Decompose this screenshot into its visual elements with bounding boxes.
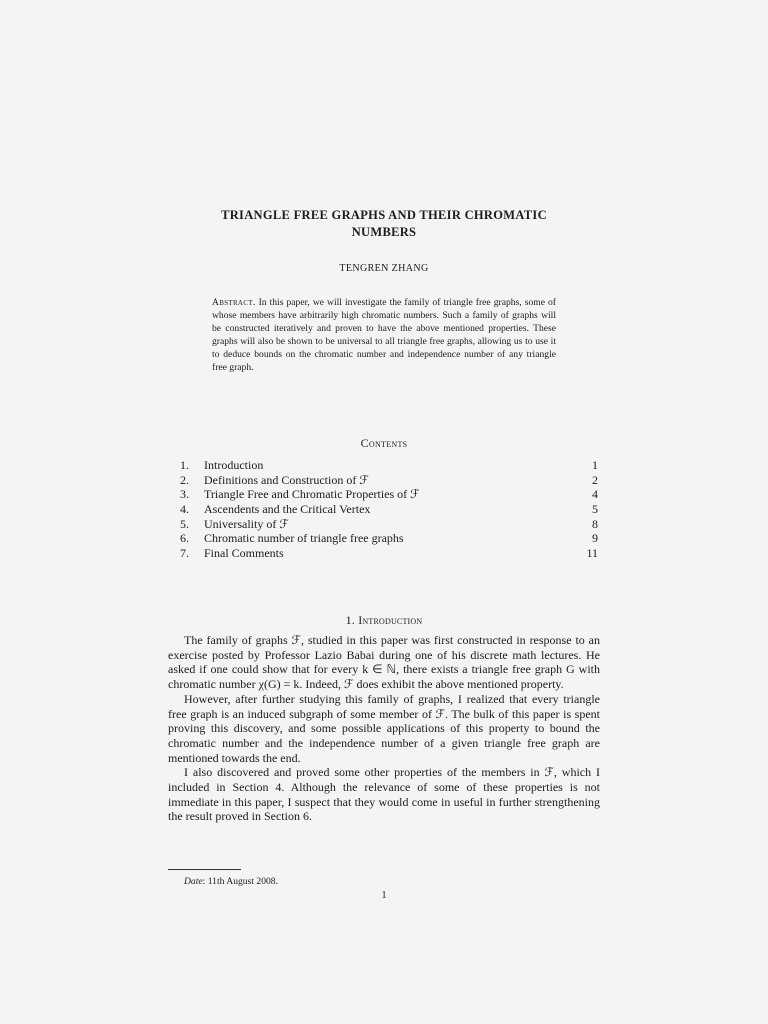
abstract-text: In this paper, we will investigate the family of triangle free graphs, some of whose members have arbitrarily high chromatic numbers. Such a family of graphs will be constructed iteratively and proven to have the above mentioned properties. These graphs will also be shown to be universal to all triangle free graphs, allowing us to use it to deduce bounds on the chromatic number and independence number of any triangle free graph.	[212, 297, 556, 374]
author-name: TENGREN ZHANG	[339, 263, 429, 274]
toc-row	[180, 517, 598, 532]
toc-page: 9	[592, 531, 598, 546]
toc-row	[180, 531, 598, 546]
toc-title: Definitions and Construction of ℱ	[204, 472, 369, 487]
toc-row	[180, 458, 598, 473]
toc-page: 4	[592, 487, 598, 502]
contents-heading: Contents	[360, 436, 408, 450]
introduction-heading: 1. Introduction	[345, 613, 423, 627]
toc-number: 4.	[180, 502, 189, 517]
footnote	[184, 876, 278, 887]
toc-number: 2.	[180, 472, 189, 487]
toc-title: Universality of ℱ	[204, 516, 289, 531]
toc-number: 3.	[180, 487, 189, 502]
toc-title: Final Comments	[204, 546, 284, 561]
toc-number: 7.	[180, 546, 189, 561]
paper-title	[160, 207, 608, 241]
footnote-rule	[168, 869, 241, 870]
toc-title: Ascendents and the Critical Vertex	[204, 502, 371, 517]
toc-row	[180, 502, 598, 517]
footnote-text: : 11th August 2008.	[202, 876, 278, 887]
toc-title: Introduction	[204, 458, 264, 472]
toc-number: 1.	[180, 458, 189, 472]
toc-row	[180, 546, 598, 561]
table-of-contents	[180, 458, 598, 561]
toc-number: 5.	[180, 516, 189, 531]
toc-page: 8	[592, 516, 598, 531]
page-number: 1	[381, 890, 387, 901]
toc-title: Chromatic number of triangle free graphs	[204, 531, 404, 546]
toc-row	[180, 487, 598, 502]
footnote-label: Date	[184, 876, 203, 887]
toc-page: 1	[592, 458, 598, 472]
toc-page: 11	[586, 546, 598, 561]
toc-title: Triangle Free and Chromatic Properties of ℱ	[204, 487, 420, 502]
toc-page: 5	[592, 502, 598, 517]
abstract-label: Abstract.	[212, 297, 256, 308]
title-line-2: NUMBERS	[351, 225, 417, 239]
paragraph: I also discovered and proved some other properties of the members in ℱ, which I included in Section 4. Although the relevance of some of these properties is not immediate in this paper, I suspect that they would come in useful in further strengthening the result proved in Section 6.	[168, 765, 600, 824]
toc-page: 2	[592, 472, 598, 487]
toc-number: 6.	[180, 531, 189, 546]
paragraph: The family of graphs ℱ, studied in this paper was first constructed in response to an exercise posted by Professor Lazio Babai during one of his discrete math lectures. He asked if one could show that for every k ∈ ℕ, there exists a triangle free graph G with chromatic number χ(G) = k. Indeed, ℱ does exhibit the above mentioned property.	[168, 633, 600, 692]
paragraph: However, after further studying this family of graphs, I realized that every triangle free graph is an induced subgraph of some member of ℱ. The bulk of this paper is spent proving this discovery, and some possible applications of this property to bound the chromatic number and the independence number of a given triangle free graph are mentioned towards the end.	[168, 691, 600, 765]
abstract	[212, 296, 556, 375]
introduction-body	[168, 633, 600, 824]
toc-row	[180, 473, 598, 488]
title-line-1: TRIANGLE FREE GRAPHS AND THEIR CHROMATIC	[221, 208, 547, 222]
